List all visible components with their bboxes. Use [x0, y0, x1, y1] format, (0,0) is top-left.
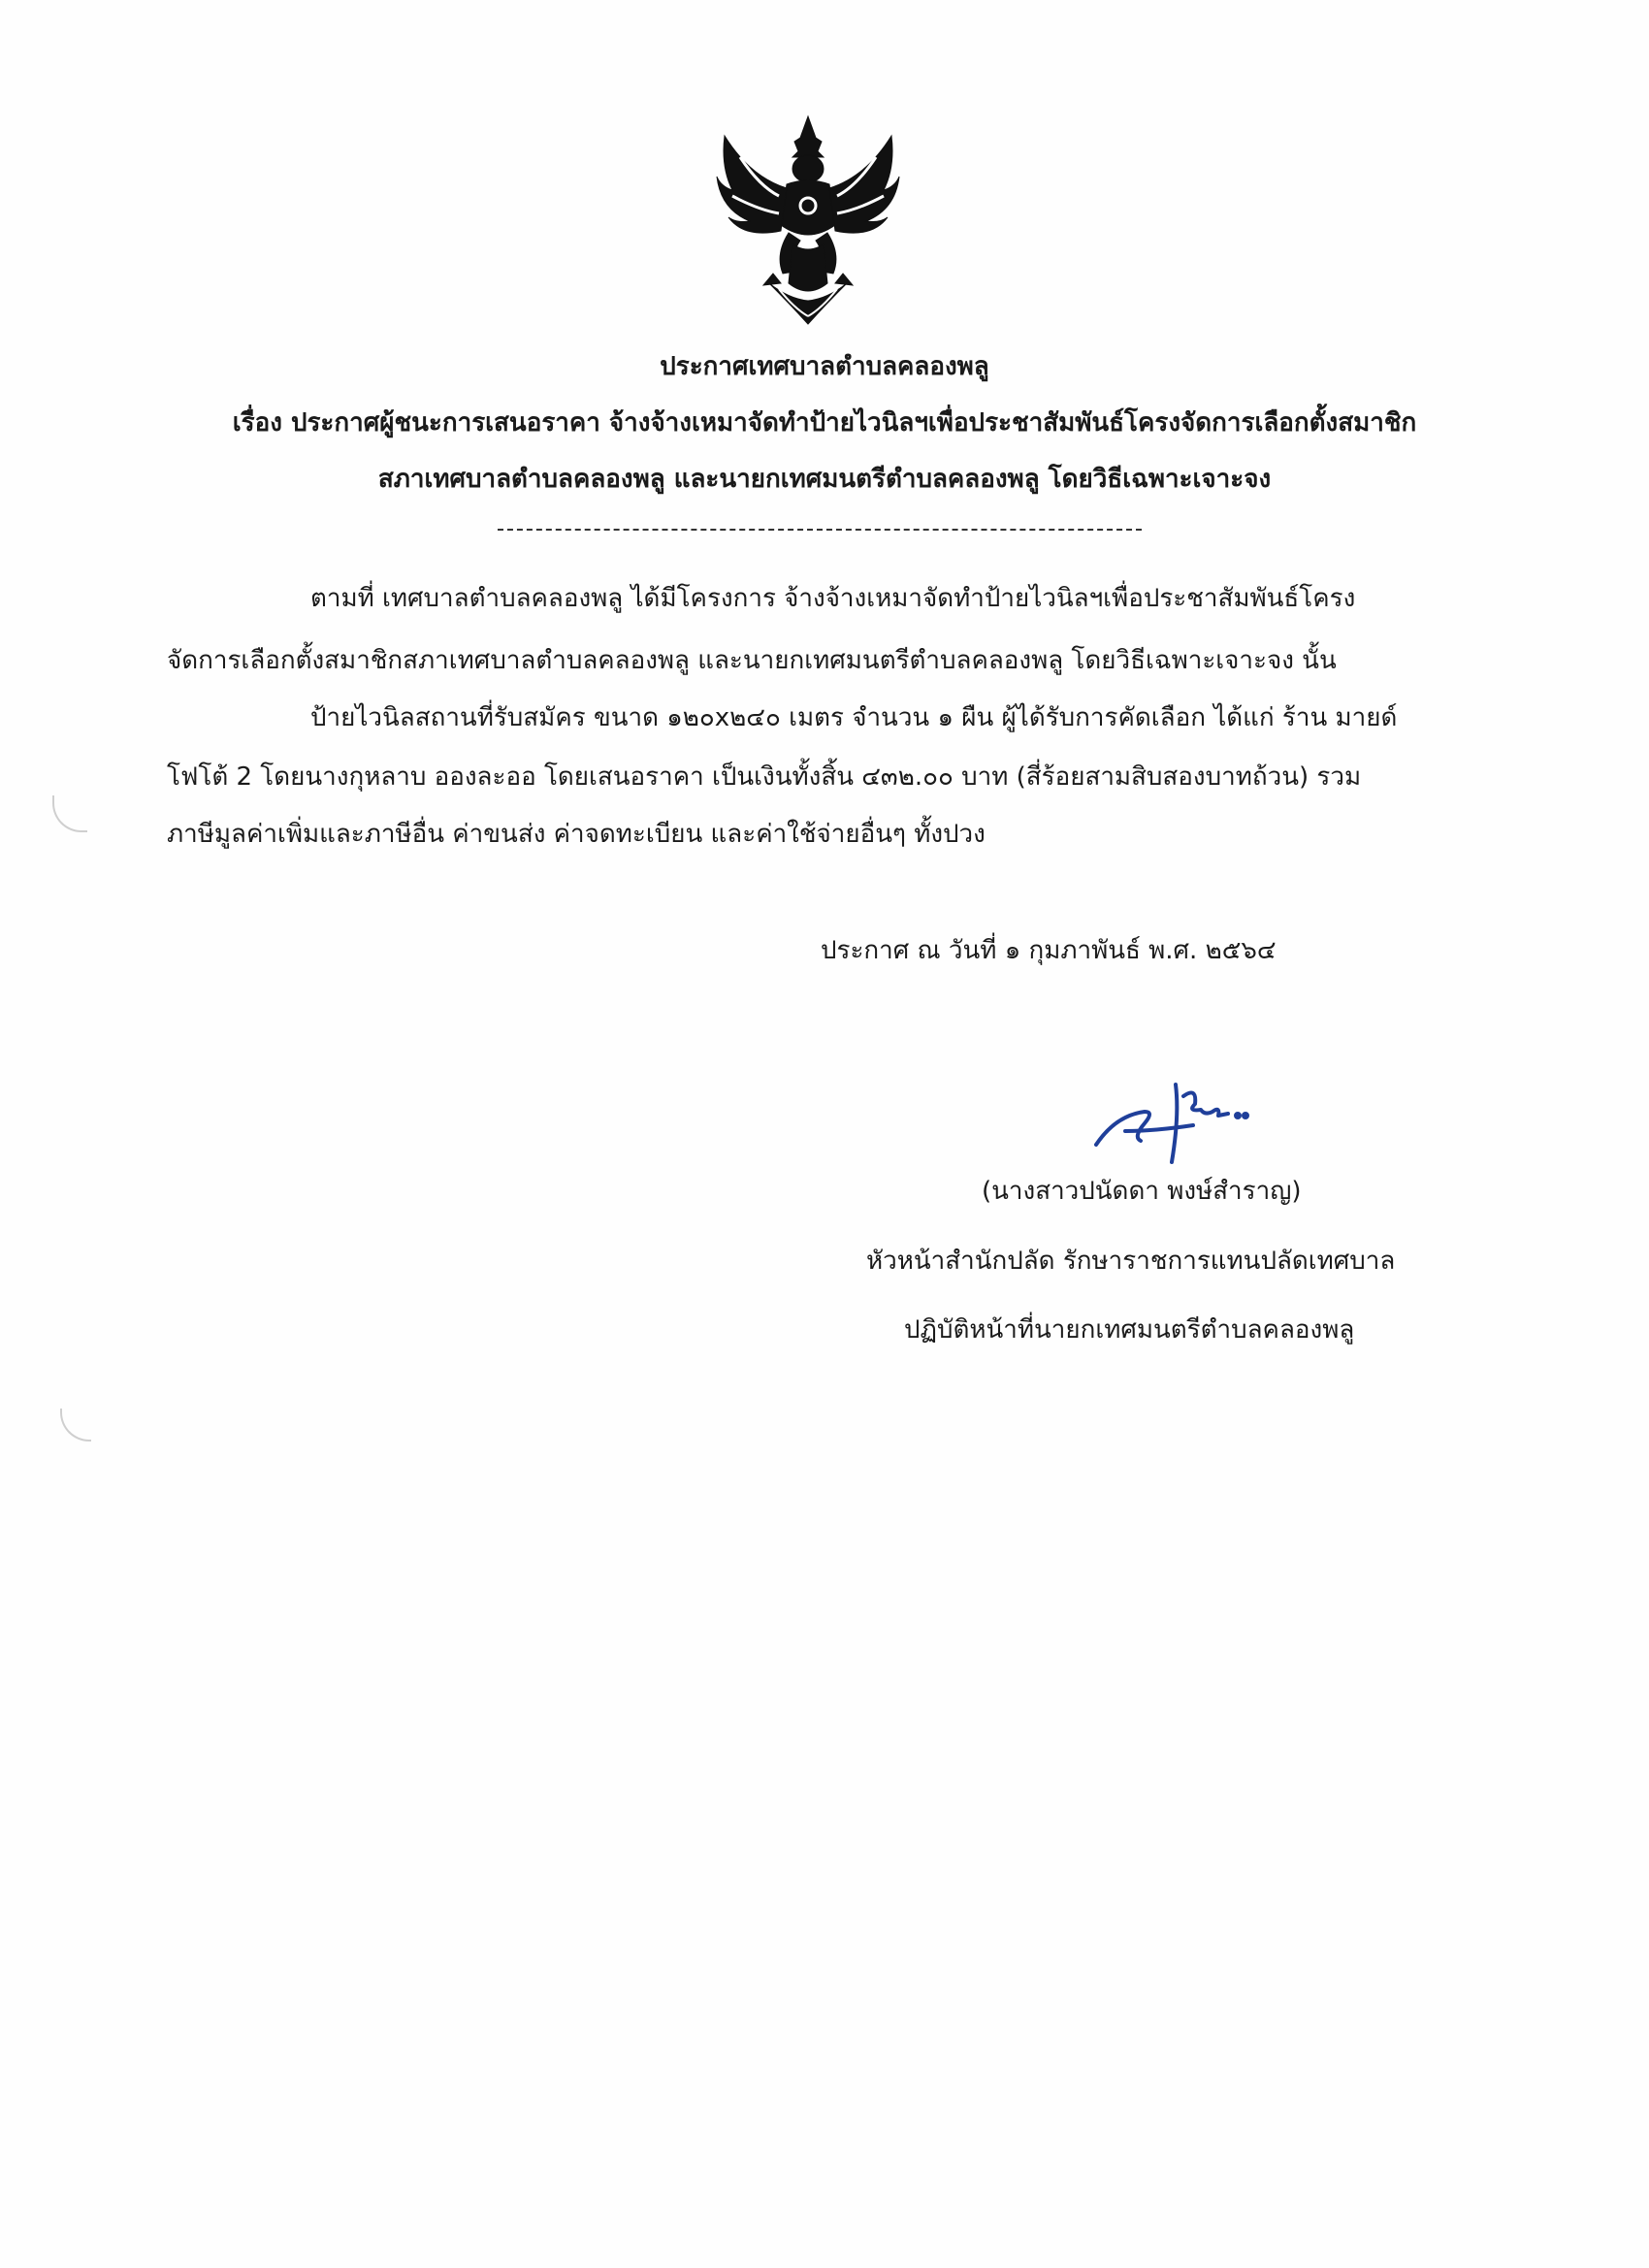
para1-line1: ตามที่ เทศบาลตำบลคลองพลู ได้มีโครงการ จ้างจ้างเหมาจัดทำป้ายไวนิลฯเพื่อประชาสัมพันธ์โครง	[310, 584, 1356, 613]
para1-line2: จัดการเลือกตั้งสมาชิกสภาเทศบาลตำบลคลองพลู และนายกเทศมนตรีตำบลคลองพลู โดยวิธีเฉพาะเจาะจง นั้น	[167, 646, 1337, 675]
signatory-name: (นางสาวปนัดดา พงษ์สำราญ)	[982, 1177, 1302, 1206]
announcement-date: ประกาศ ณ วันที่ ๑ กุมภาพันธ์ พ.ศ. ๒๕๖๔	[821, 936, 1277, 965]
para2-line1: ป้ายไวนิลสถานที่รับสมัคร ขนาด ๑๒๐x๒๔๐ เมตร จำนวน ๑ ผืน ผู้ได้รับการคัดเลือก ได้แก่ ร้าน มายด์	[310, 703, 1398, 732]
para2-line3: ภาษีมูลค่าเพิ่มและภาษีอื่น ค่าขนส่ง ค่าจดทะเบียน และค่าใช้จ่ายอื่นๆ ทั้งปวง	[167, 820, 986, 849]
issuer-title: ประกาศเทศบาลตำบลคลองพลู	[660, 352, 989, 381]
subject-line-1: เรื่อง ประกาศผู้ชนะการเสนอราคา จ้างจ้างเหมาจัดทำป้ายไวนิลฯเพื่อประชาสัมพันธ์โครงจัดการเลือกตั้งสมาชิก	[232, 408, 1417, 437]
signatory-position-2: ปฏิบัติหน้าที่นายกเทศมนตรีตำบลคลองพลู	[904, 1315, 1355, 1345]
signatory-position-1: หัวหน้าสำนักปลัด รักษาราชการแทนปลัดเทศบาล	[866, 1247, 1396, 1276]
handwritten-signature-icon	[1086, 1077, 1280, 1164]
separator-line	[498, 529, 1142, 531]
garuda-emblem-icon	[711, 109, 905, 327]
punch-hole-mark	[52, 795, 87, 832]
punch-hole-mark	[60, 1409, 91, 1442]
para2-line2: โฟโต้ 2 โดยนางกุหลาบ อองละออ โดยเสนอราคา เป็นเงินทั้งสิ้น ๔๓๒.๐๐ บาท (สี่ร้อยสามสิบสองบาทถ้วน) รวม	[167, 762, 1362, 792]
subject-line-2: สภาเทศบาลตำบลคลองพลู และนายกเทศมนตรีตำบลคลองพลู โดยวิธีเฉพาะเจาะจง	[377, 465, 1272, 494]
